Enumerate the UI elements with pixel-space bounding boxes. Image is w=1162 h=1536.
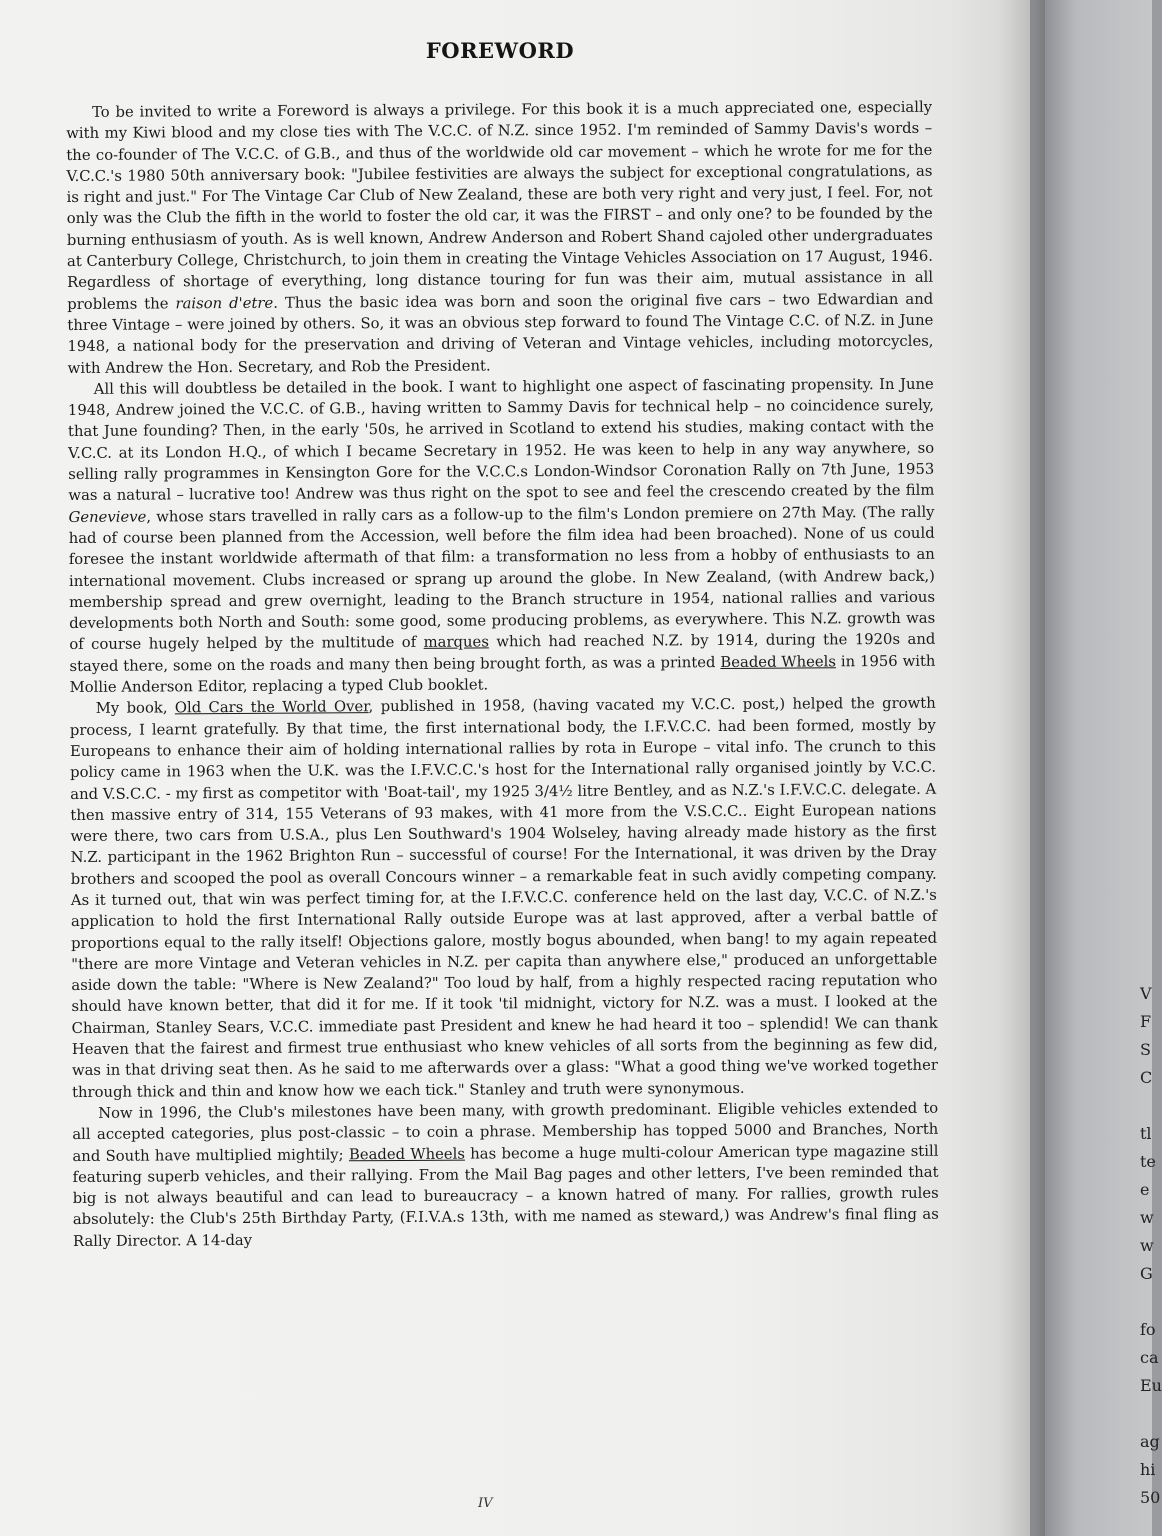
- page-number: IV: [478, 1496, 493, 1511]
- facing-fragment: V: [1140, 984, 1152, 1003]
- text-run: My book,: [95, 699, 175, 718]
- text-run: All this will doubtless be detailed in the book. I want to highlight one aspect of fascinating propensity. In June 1948, Andrew joined the V.C.C. of G.B., having written to Sammy Davis for technical help – no coincidence surely, that June founding? Then, in the early '50s, he arrived in Scotland to extend his studies, making contact with the V.C.C. at its London H.Q., of which I became Secretary in 1952. He was keen to help in any way anywhere, so selling rally programmes in Kensington Gore for the V.C.C.s London-Windsor Coronation Rally on 7th June, 1953 was a natural – lucrative too! Andrew was thus right on the spot to see and feel the crescendo created by the film: [67, 375, 935, 505]
- facing-fragment: w: [1140, 1236, 1154, 1255]
- text-run: To be invited to write a Foreword is always a privilege. For this book it is a much appreciated one, especially with my Kiwi blood and my close ties with The V.C.C. of N.Z. since 1952. I'm reminded of Sammy Davis's words – the co-founder of The V.C.C. of G.B., and thus of the worldwide old car movement – which he wrote for me for the V.C.C.'s 1980 50th anniversary book: "Jubilee festivities are always the subject for exceptional congratulations, as is right and just." For The Vintage Car Club of New Zealand, these are both very right and very just, I feel. For, not only was the Club the fifth in the world to foster the old car, it was the FIRST – and only one? to be founded by the burning enthusiasm of youth. As is well known, Andrew Anderson and Robert Shand cajoled other undergraduates at Canterbury College, Christchurch, to join them in creating the Vintage Vehicles Association on 17 August, 1946. Regardless of shortage of everything, long distance touring for fun was their aim, mutual assistance in all problems the: [66, 98, 934, 313]
- paragraph-1: [66, 97, 934, 379]
- italic-film-title: Genevieve: [68, 508, 147, 526]
- facing-fragment: G: [1140, 1264, 1153, 1283]
- paragraph-4: [72, 1098, 939, 1252]
- facing-fragment: te: [1140, 1152, 1156, 1171]
- text-run: Now in 1996, the Club's milestones have been many, with growth predominant. Eligible vehicles extended to all accepted categories, plus post-classic – to coin a phrase. Membership has topped 5000 and Branches, North and South have multiplied mightily;: [72, 1099, 939, 1165]
- foreword-body: [66, 97, 939, 1252]
- text-run: , whose stars travelled in rally cars as a follow-up to the film's London premiere on 27th May. (The rally had of course been planned from the Accession, well before the film idea had been broached). None of us could foresee the instant worldwide aftermath of that film: a transformation no less from a hobby of enthusiasts to an international movement. Clubs increased or sprang up around the globe. In New Zealand, (with Andrew back,) membership spread and grew overnight, leading to the Branch structure in 1954, national rallies and various developments both North and South: some good, some producing problems, as everywhere. This N.Z. growth was of course hugely helped by the multitude of: [68, 503, 936, 654]
- facing-fragment: tl: [1140, 1124, 1152, 1143]
- facing-fragment: [1140, 1092, 1162, 1120]
- facing-fragment: Eu: [1140, 1376, 1162, 1395]
- facing-fragment: hi: [1140, 1460, 1156, 1479]
- facing-fragment: ca: [1140, 1348, 1159, 1367]
- facing-fragment: C: [1140, 1068, 1153, 1087]
- page-title: FOREWORD: [425, 38, 575, 63]
- text-run: . Thus the basic idea was born and soon the original five cars – two Edwardian and three Vintage – were joined by others. So, it was an obvious step forward to found The Vintage C.C. of N.Z. in June 1948, a national body for the preservation and driving of Veteran and Vintage vehicles, including motorcycles, with Andrew the Hon. Secretary, and Rob the President.: [67, 290, 934, 377]
- facing-fragment: F: [1140, 1012, 1152, 1031]
- facing-fragment: S: [1140, 1040, 1151, 1059]
- facing-fragment: ag: [1140, 1432, 1160, 1451]
- facing-fragment: [1140, 1288, 1162, 1316]
- facing-fragment: [1140, 1400, 1162, 1428]
- facing-fragment: fo: [1140, 1320, 1156, 1339]
- facing-fragment: w: [1140, 1208, 1154, 1227]
- facing-fragment: 50: [1140, 1488, 1161, 1507]
- underlined-term: marques: [423, 633, 489, 652]
- text-run: has become a huge multi-colour American type magazine still featuring superb vehicles, and their rallying. From the Mail Bag pages and other letters, I've been reminded that big is not always beautiful and can lead to bureaucracy – a known hatred of many. For rallies, growth rules absolutely: the Club's 25th Birthday Party, (F.I.V.A.s 13th, with me named as steward,) was Andrew's final fling as Rally Director. A 14-day: [72, 1142, 939, 1250]
- italic-term: raison d'etre: [175, 294, 274, 313]
- underlined-magazine-title: Beaded Wheels: [348, 1145, 465, 1163]
- underlined-book-title: Old Cars the World Over: [174, 698, 369, 717]
- facing-page-text: [1140, 980, 1162, 1512]
- facing-fragment: e: [1140, 1180, 1150, 1199]
- text-run: which had reached N.Z. by 1914, during the 1920s and stayed there, some on the roads and many then being brought forth, as was a printed: [69, 631, 936, 675]
- text-run: , published in 1958, (having vacated my V.C.C. post,) helped the growth process, I learnt gratefully. By that time, the first international body, the I.F.V.C.C. had been formed, mostly by Europeans to enhance their aim of holding international rallies by rota in Europe – vital info. The crunch to this policy came in 1963 when the U.K. was the I.F.V.C.C.'s host for the International rally organised jointly by V.C.C. and V.S.C.C. - my first as competitor with 'Boat-tail', my 1925 3/4½ litre Bentley, and as N.Z.'s I.F.V.C.C. delegate. A then massive entry of 314, 155 Veterans of 93 makes, with 41 more from the V.S.C.C.. Eight European nations were there, two cars from U.S.A., plus Len Southward's 1904 Wolseley, having already made history as the first N.Z. participant in the 1962 Brighton Run – successful of course! For the International, it was driven by the Dray brothers and scooped the pool as overall Concours winner – a remarkable feat in such avidly competing company. As it turned out, that win was perfect timing for, at the I.F.V.C.C. conference held on the last day, V.C.C. of N.Z.'s application to hold the first International Rally outside Europe was at last approved, after a verbal battle of proportions equal to the rally itself! Objections galore, mostly bogus abounded, when bang! to my again repeated "there are more Vintage and Veteran vehicles in N.Z. per capita than anywhere else," produced an unforgettable aside down the table: "Where is New Zealand?" Too loud by half, from a highly respected racing reputation who should have known better, that did it for me. If it took 'til midnight, victory for N.Z. was a must. I looked at the Chairman, Stanley Sears, V.C.C. immediate past President and knew he had heard it too – splendid! We can thank Heaven that the fairest and firmest true enthusiast who knew vehicles of all sorts from the beginning as few did, was in that driving seat then. As he said to me afterwards over a glass: "What a good thing we've worked together through thick and thin and know how we each tick." Stanley and truth were synonymous.: [69, 695, 938, 1101]
- underlined-magazine-title: Beaded Wheels: [720, 653, 837, 671]
- facing-page: [1045, 0, 1152, 1536]
- paragraph-2: [68, 374, 936, 699]
- text-run: in 1956 with Mollie Anderson Editor, replacing a typed Club booklet.: [69, 652, 936, 697]
- paragraph-3: [70, 693, 938, 1103]
